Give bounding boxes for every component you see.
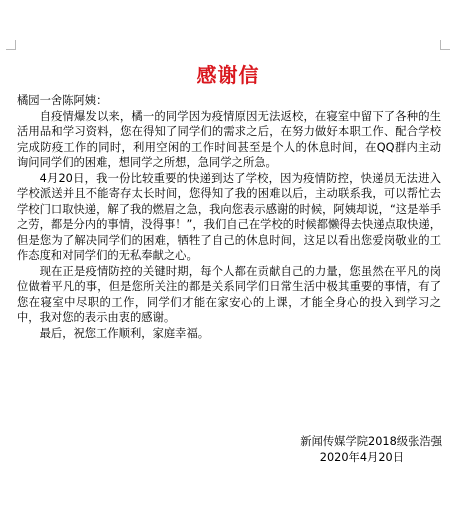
- letter-signature: [242, 434, 442, 466]
- letter-paragraph-3: 现在正是疫情防控的关键时期，每个人都在贡献自己的力量，您虽然在平凡的岗位做着平凡的事，但是您所关注的都是关系同学们日常生活中极其重要的事情，有了您在寝室中尽职的工作，同学们才能在家安心的上课，才能全身心的投入到学习之中，我对您的表示由衷的感谢。: [17, 264, 441, 324]
- letter-body: [17, 93, 441, 341]
- margin-mark-top-left: [6, 40, 16, 50]
- margin-mark-top-right: [440, 40, 450, 50]
- letter-title: 感谢信: [196, 63, 260, 87]
- signature-author: 新闻传媒学院2018级张浩强: [300, 435, 442, 448]
- signature-date: 2020年4月20日: [319, 451, 404, 464]
- letter-paragraph-2: 4月20日，我一份比较重要的快递到达了学校，因为疫情防控，快递员无法进入学校派送并且不能寄存太长时间，您得知了我的困难以后，主动联系我，可以帮忙去学校门口取快递，解了我的燃眉之急，我向您表示感谢的时候，阿姨却说，“这是举手之劳，都是分内的事情，没得事！”，我们自己在学校的时候都懒得去快递点取快递，但是您为了解决同学们的困难，牺牲了自己的休息时间，这足以看出您爱岗敬业的工作态度和对同学们的无私奉献之心。: [17, 171, 441, 262]
- letter-salutation: 橘园一舍陈阿姨：: [17, 94, 108, 107]
- letter-paragraph-1: 自疫情爆发以来，橘一的同学因为疫情原因无法返校，在寝室中留下了各种的生活用品和学习资料，您在得知了同学们的需求之后，在努力做好本职工作、配合学校完成防疫工作的同时，利用空闲的工作时间甚至是个人的休息时间，在QQ群内主动询问同学们的困难，想同学之所想，急同学之所急。: [17, 109, 441, 169]
- letter-paragraph-4: 最后，祝您工作顺利，家庭幸福。: [39, 326, 210, 340]
